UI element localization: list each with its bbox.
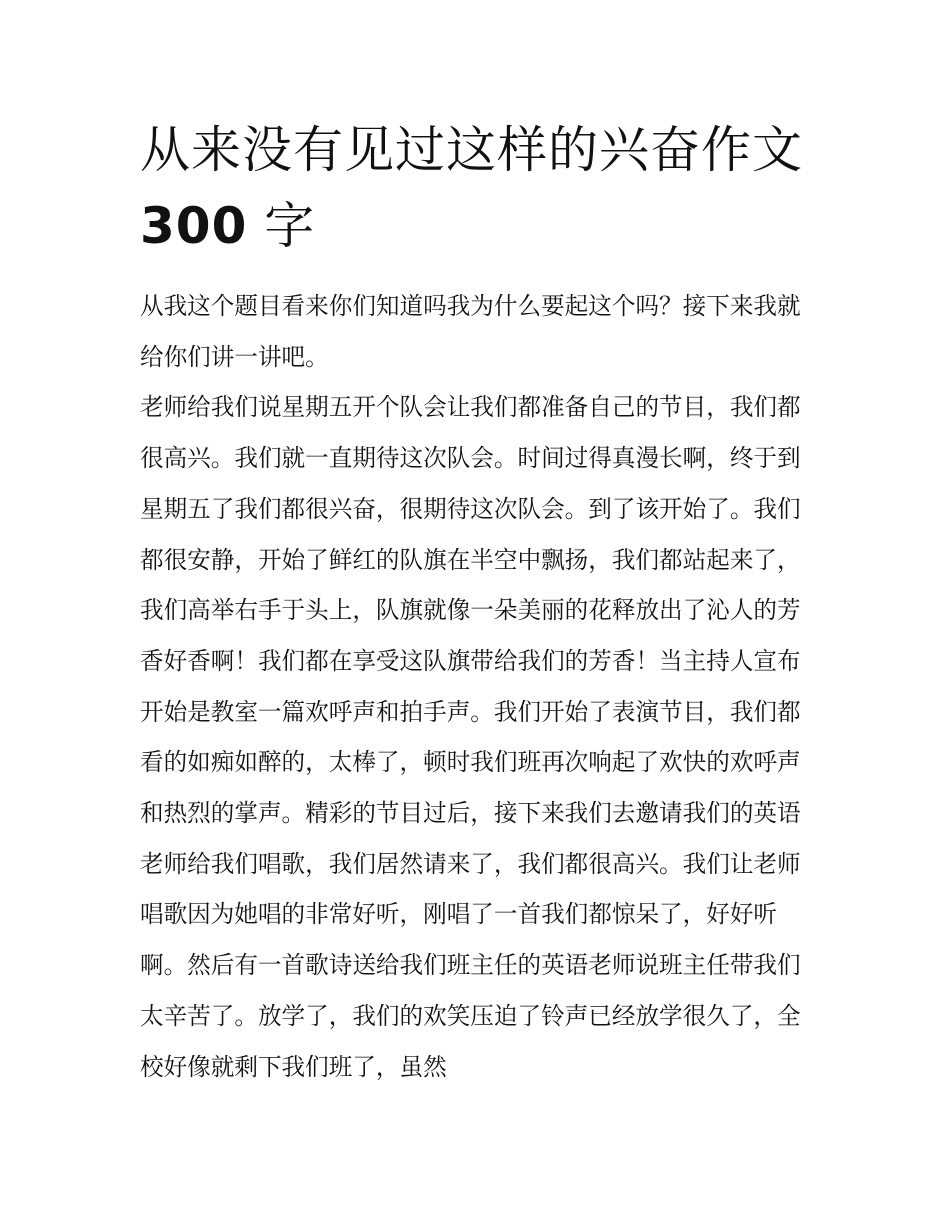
paragraph-1: 从我这个题目看来你们知道吗我为什么要起这个吗？接下来我就给你们讲一讲吧。 xyxy=(140,292,801,371)
paragraph-2: 老师给我们说星期五开个队会让我们都准备自己的节目，我们都很高兴。我们就一直期待这次队会。时间过得真漫长啊，终于到星期五了我们都很兴奋，很期待这次队会。到了该开始了。我们都很安静，开始了鲜红的队旗在半空中飘扬，我们都站起来了，我们高举右手于头上，队旗就像一朵美丽的花释放出了沁人的芳香好香啊！我们都在享受这队旗带给我们的芳香！当主持人宣布开始是教室一篇欢呼声和拍手声。我们开始了表演节目，我们都看的如痴如醉的，太棒了，顿时我们班再次响起了欢快的欢呼声和热烈的掌声。精彩的节目过后，接下来我们去邀请我们的英语老师给我们唱歌，我们居然请来了，我们都很高兴。我们让老师唱歌因为她唱的非常好听，刚唱了一首我们都惊呆了，好好听啊。然后有一首歌诗送给我们班主任的英语老师说班主任带我们太辛苦了。放学了，我们的欢笑压迫了铃声已经放学很久了，全校好像就剩下我们班了，虽然 xyxy=(140,393,801,1081)
title-number: 300 xyxy=(140,197,248,255)
title-line1: 从来没有见过这样的兴奋作文 xyxy=(140,121,803,179)
document-body xyxy=(140,281,812,1092)
title-suffix: 字 xyxy=(264,197,316,255)
document-title xyxy=(140,112,820,264)
